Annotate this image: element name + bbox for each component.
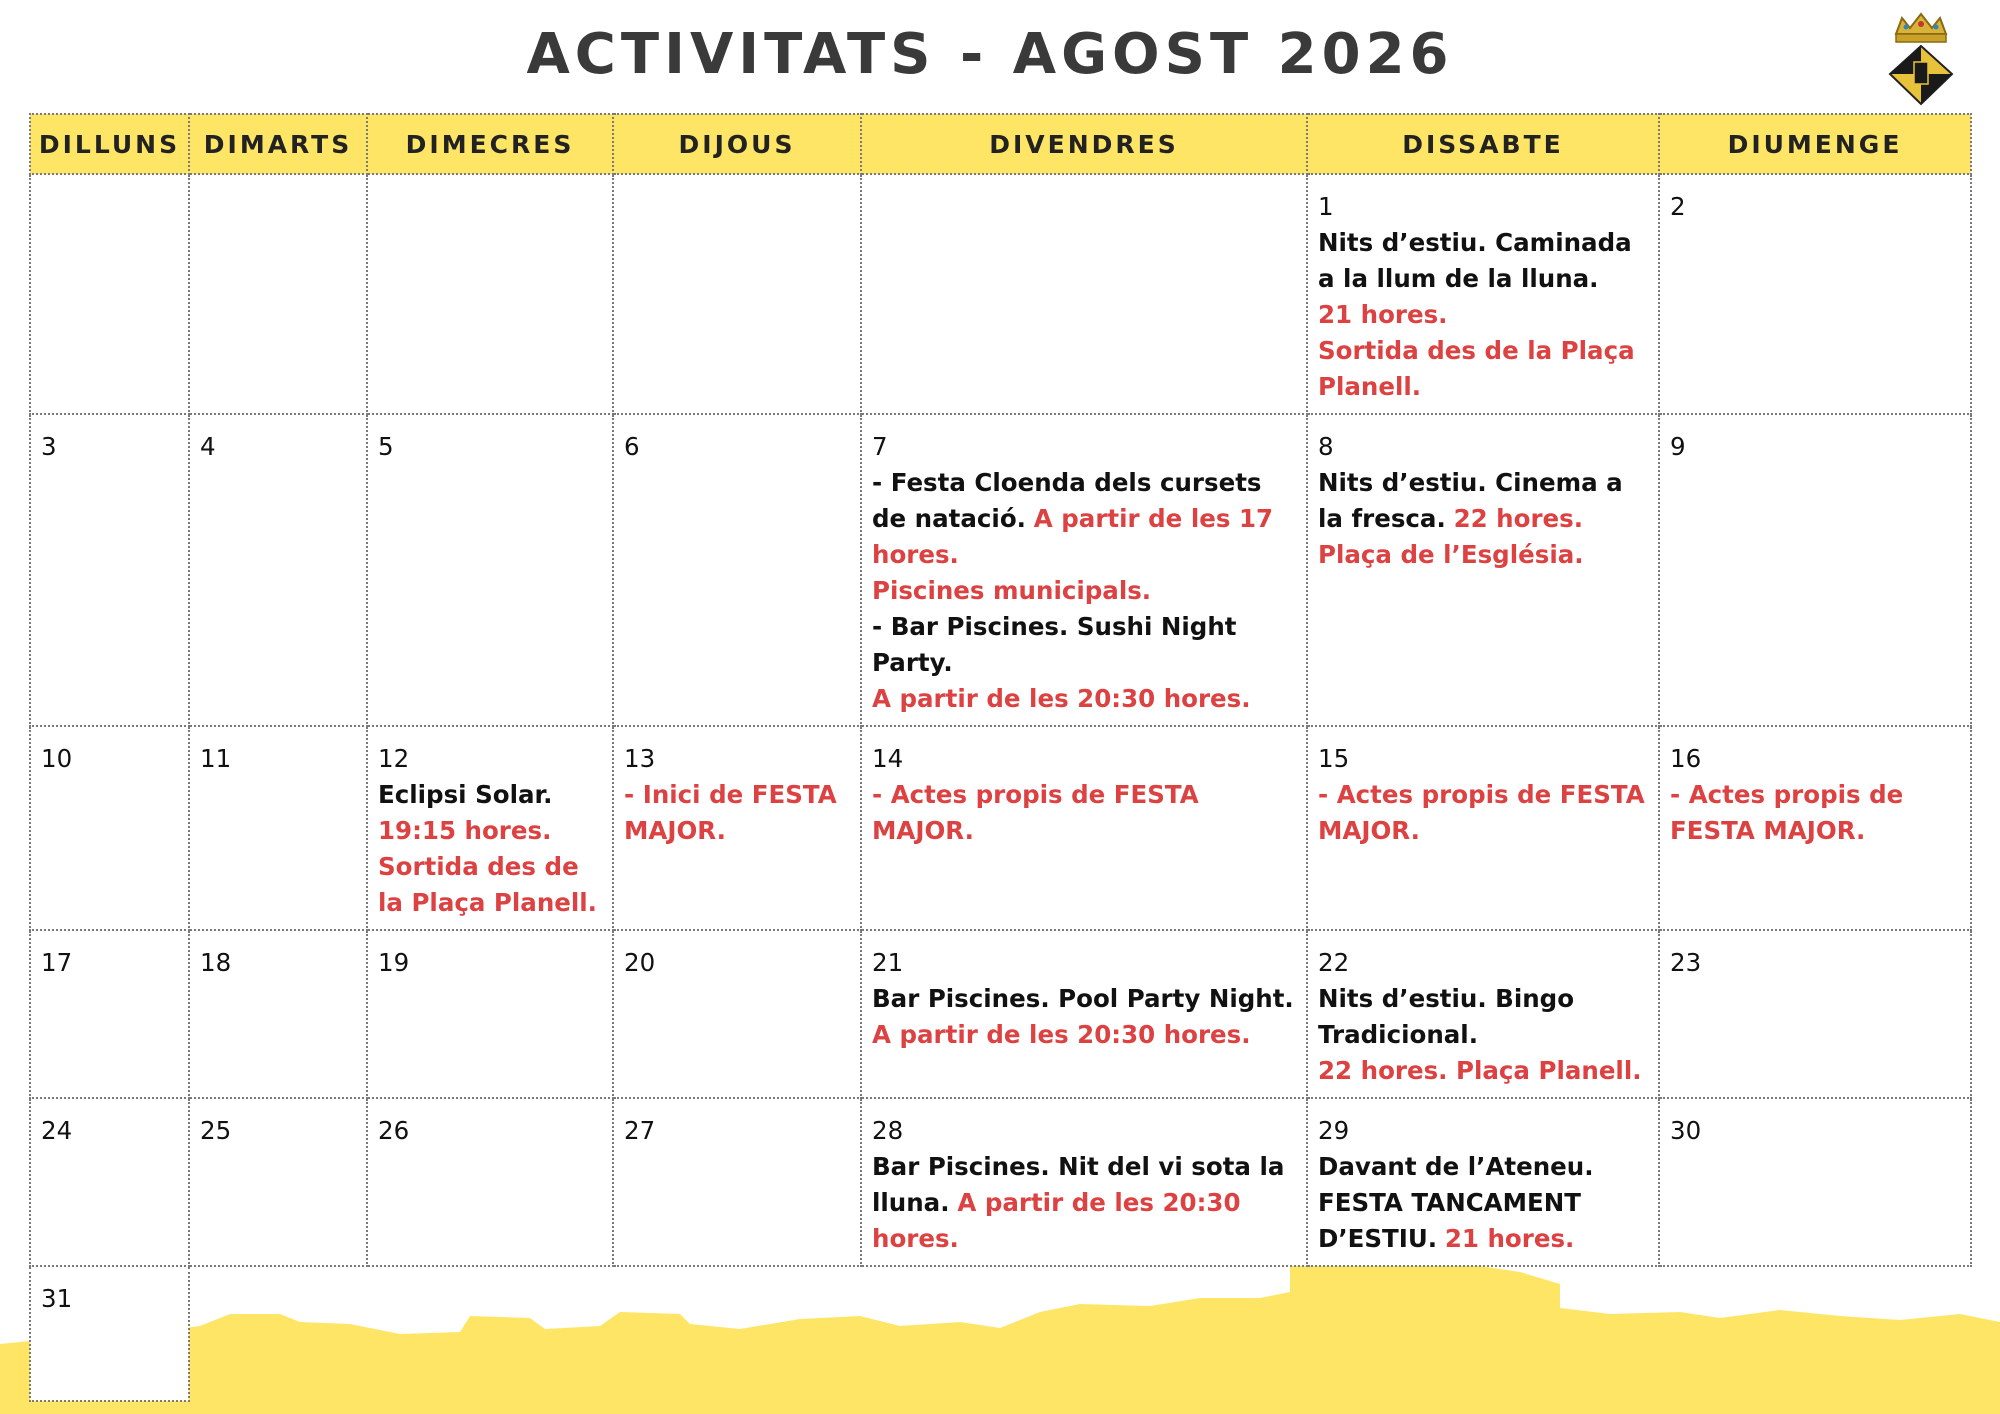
day-number: 19 bbox=[378, 948, 410, 977]
day-cell-28 bbox=[861, 1098, 1307, 1266]
day-number: 8 bbox=[1318, 432, 1334, 461]
day-number: 4 bbox=[200, 432, 216, 461]
day-number: 12 bbox=[378, 744, 410, 773]
weekday-header-divendres: DIVENDRES bbox=[861, 114, 1307, 174]
event-title: Nits d’estiu. Caminada a la llum de la lluna. bbox=[1318, 228, 1632, 293]
event-title: Davant de l’Ateneu. FESTA TANCAMENT D’ESTIU. bbox=[1318, 1152, 1594, 1253]
day-cell-4 bbox=[189, 414, 367, 726]
weekday-header-row bbox=[30, 114, 1971, 174]
day-cell-2 bbox=[1659, 174, 1971, 414]
event-title: - Festa Cloenda dels cursets de natació. bbox=[872, 468, 1262, 533]
event-time: 21 hores. bbox=[1444, 1224, 1575, 1253]
day-number: 5 bbox=[378, 432, 394, 461]
day-cell-7 bbox=[861, 414, 1307, 726]
week-row-4 bbox=[30, 930, 1971, 1098]
day-cell-19 bbox=[367, 930, 613, 1098]
day-number: 20 bbox=[624, 948, 656, 977]
day-number: 15 bbox=[1318, 744, 1350, 773]
day-number: 25 bbox=[200, 1116, 232, 1145]
day-number: 7 bbox=[872, 432, 888, 461]
day-cell-6 bbox=[613, 414, 861, 726]
day-cell-23 bbox=[1659, 930, 1971, 1098]
day-number: 14 bbox=[872, 744, 904, 773]
trailing-blank bbox=[189, 1266, 1971, 1401]
day-cell-10 bbox=[30, 726, 189, 930]
event-time: A partir de les 20:30 hores. bbox=[872, 1188, 1241, 1253]
day-cell-9 bbox=[1659, 414, 1971, 726]
day-cell-5 bbox=[367, 414, 613, 726]
day-number: 29 bbox=[1318, 1116, 1350, 1145]
day-cell-15 bbox=[1307, 726, 1659, 930]
event-location: Plaça de l’Església. bbox=[1318, 540, 1584, 569]
day-cell-25 bbox=[189, 1098, 367, 1266]
day-number: 18 bbox=[200, 948, 232, 977]
weekday-header-dilluns: DILLUNS bbox=[30, 114, 189, 174]
weekday-header-dimecres: DIMECRES bbox=[367, 114, 613, 174]
day-number: 13 bbox=[624, 744, 656, 773]
event-title: - Bar Piscines. Sushi Night Party. bbox=[872, 612, 1237, 677]
day-cell-1 bbox=[1307, 174, 1659, 414]
day-cell-27 bbox=[613, 1098, 861, 1266]
day-cell-14 bbox=[861, 726, 1307, 930]
day-number: 22 bbox=[1318, 948, 1350, 977]
event-time: 19:15 hores. bbox=[378, 816, 552, 845]
calendar-table bbox=[29, 113, 1972, 1402]
event-time: 21 hores. bbox=[1318, 300, 1448, 329]
day-number: 9 bbox=[1670, 432, 1686, 461]
day-number: 24 bbox=[41, 1116, 73, 1145]
weekday-header-dimarts: DIMARTS bbox=[189, 114, 367, 174]
day-cell-26 bbox=[367, 1098, 613, 1266]
day-cell-29 bbox=[1307, 1098, 1659, 1266]
day-number: 21 bbox=[872, 948, 904, 977]
day-number: 28 bbox=[872, 1116, 904, 1145]
day-number: 1 bbox=[1318, 192, 1334, 221]
coat-of-arms-icon bbox=[1888, 12, 1954, 108]
event-title: Eclipsi Solar. bbox=[378, 780, 553, 809]
event-title: Bar Piscines. Pool Party Night. bbox=[872, 984, 1294, 1013]
day-number: 26 bbox=[378, 1116, 410, 1145]
day-cell-blank bbox=[367, 174, 613, 414]
day-number: 6 bbox=[624, 432, 640, 461]
weekday-header-dissabte: DISSABTE bbox=[1307, 114, 1659, 174]
weekday-header-diumenge: DIUMENGE bbox=[1659, 114, 1971, 174]
week-row-6 bbox=[30, 1266, 1971, 1401]
day-cell-30 bbox=[1659, 1098, 1971, 1266]
day-cell-24 bbox=[30, 1098, 189, 1266]
day-number: 27 bbox=[624, 1116, 656, 1145]
event-title: Nits d’estiu. Bingo Tradicional. bbox=[1318, 984, 1575, 1049]
day-number: 23 bbox=[1670, 948, 1702, 977]
event-time: 22 hores. bbox=[1453, 504, 1584, 533]
day-cell-blank bbox=[189, 174, 367, 414]
event-time: A partir de les 20:30 hores. bbox=[872, 684, 1251, 713]
day-cell-13 bbox=[613, 726, 861, 930]
day-number: 10 bbox=[41, 744, 73, 773]
day-number: 30 bbox=[1670, 1116, 1702, 1145]
day-cell-22 bbox=[1307, 930, 1659, 1098]
event-title: - Actes propis de FESTA MAJOR. bbox=[1670, 780, 1904, 845]
week-row-1 bbox=[30, 174, 1971, 414]
day-number: 17 bbox=[41, 948, 73, 977]
event-time: 22 hores. Plaça Planell. bbox=[1318, 1056, 1642, 1085]
day-number: 16 bbox=[1670, 744, 1702, 773]
day-cell-11 bbox=[189, 726, 367, 930]
day-cell-17 bbox=[30, 930, 189, 1098]
event-title: Nits d’estiu. Cinema a la fresca. bbox=[1318, 468, 1623, 533]
day-cell-20 bbox=[613, 930, 861, 1098]
week-row-3 bbox=[30, 726, 1971, 930]
day-cell-3 bbox=[30, 414, 189, 726]
event-title: - Actes propis de FESTA MAJOR. bbox=[872, 780, 1199, 845]
weekday-header-dijous: DIJOUS bbox=[613, 114, 861, 174]
event-location: Sortida des de la Plaça Planell. bbox=[1318, 336, 1635, 401]
day-cell-blank bbox=[30, 174, 189, 414]
day-cell-12 bbox=[367, 726, 613, 930]
event-location: Sortida des de la Plaça Planell. bbox=[378, 852, 597, 917]
day-cell-18 bbox=[189, 930, 367, 1098]
day-cell-31 bbox=[30, 1266, 189, 1401]
day-cell-21 bbox=[861, 930, 1307, 1098]
week-row-2 bbox=[30, 414, 1971, 726]
event-title: - Inici de FESTA MAJOR. bbox=[624, 780, 837, 845]
event-location: Piscines municipals. bbox=[872, 576, 1152, 605]
day-number: 2 bbox=[1670, 192, 1686, 221]
page-title: ACTIVITATS - AGOST 2026 bbox=[526, 22, 1454, 87]
day-number: 11 bbox=[200, 744, 232, 773]
day-number: 31 bbox=[41, 1284, 73, 1313]
day-number: 3 bbox=[41, 432, 57, 461]
event-time: A partir de les 20:30 hores. bbox=[872, 1020, 1251, 1049]
day-cell-blank bbox=[861, 174, 1307, 414]
day-cell-blank bbox=[613, 174, 861, 414]
event-time: A partir de les 17 hores. bbox=[872, 504, 1274, 569]
event-title: Bar Piscines. Nit del vi sota la lluna. bbox=[872, 1152, 1285, 1217]
day-cell-16 bbox=[1659, 726, 1971, 930]
event-title: - Actes propis de FESTA MAJOR. bbox=[1318, 780, 1645, 845]
week-row-5 bbox=[30, 1098, 1971, 1266]
day-cell-8 bbox=[1307, 414, 1659, 726]
